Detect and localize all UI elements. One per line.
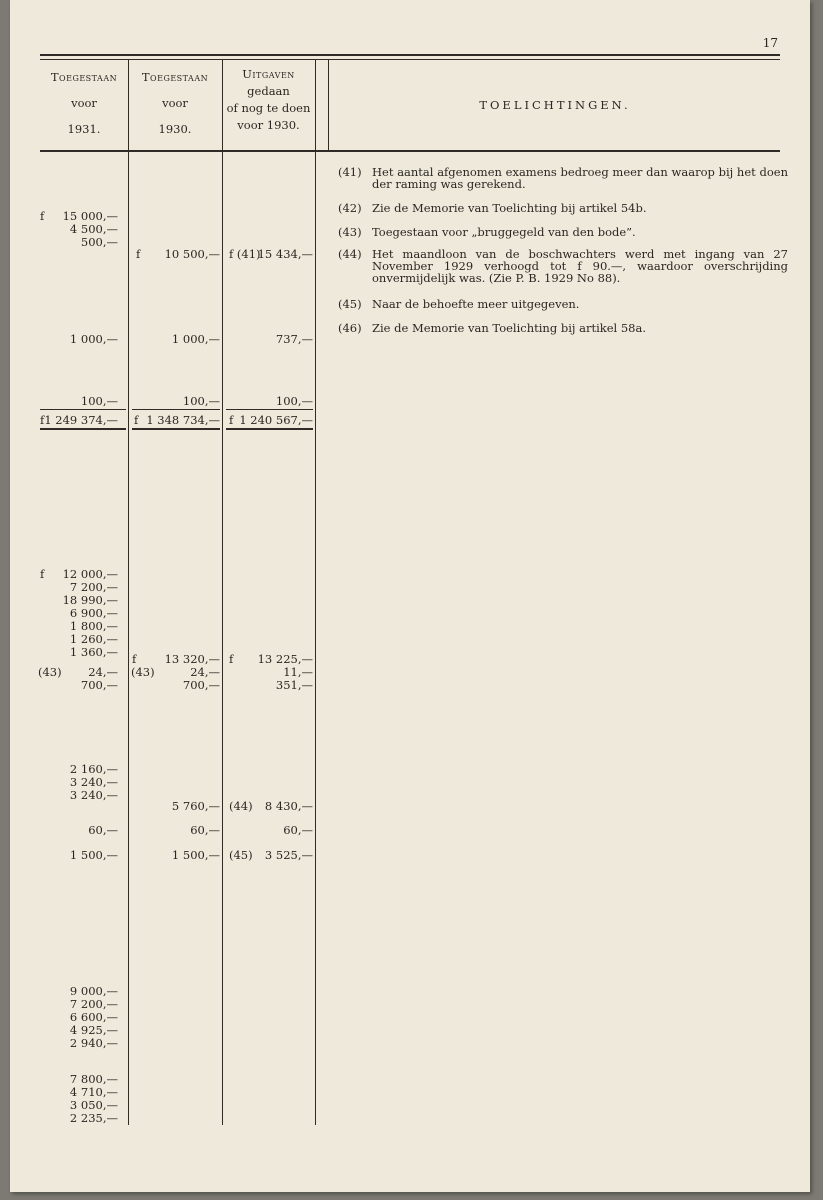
- amount: 15 000,—: [62, 209, 118, 223]
- amount: 60,—: [283, 823, 313, 837]
- amount: 18 990,—: [62, 593, 118, 607]
- currency-symbol: f: [132, 652, 137, 666]
- amount: 100,—: [182, 394, 220, 408]
- header-col3: Uitgaven gedaan of nog te doen voor 1930.: [226, 67, 311, 132]
- column-divider-1: [128, 60, 129, 1125]
- amount: 13 225,—: [257, 652, 313, 666]
- top-rule-thin: [40, 59, 780, 60]
- amount: 4 500,—: [69, 222, 118, 236]
- amount: 500,—: [80, 235, 118, 249]
- amount: 2 160,—: [69, 762, 118, 776]
- note-ref: (45): [229, 848, 253, 862]
- note-ref: (43): [38, 665, 62, 679]
- page-number: 17: [762, 36, 778, 50]
- currency-symbol: f: [40, 413, 45, 427]
- amount: 7 200,—: [69, 997, 118, 1011]
- sum-rule: [40, 409, 126, 410]
- total-1931: 1 249 374,—: [44, 413, 118, 427]
- header-col2: Toegestaan voor 1930.: [141, 70, 209, 136]
- total-rule: [132, 428, 220, 430]
- amount: 24,—: [190, 665, 220, 679]
- note-ref: (44): [229, 799, 253, 813]
- document-page: [10, 0, 810, 1192]
- top-rule: [40, 54, 780, 56]
- sum-rule: [132, 409, 220, 410]
- amount: 4 710,—: [69, 1085, 118, 1099]
- column-divider-2: [222, 60, 223, 1125]
- amount: 12 000,—: [62, 567, 118, 581]
- amount: 100,—: [80, 394, 118, 408]
- amount: 6 900,—: [69, 606, 118, 620]
- amount: 3 525,—: [264, 848, 313, 862]
- note-46: (46) Zie de Memorie van Toelichting bij artikel 58a.: [338, 321, 647, 335]
- amount: 1 260,—: [69, 632, 118, 646]
- currency-symbol: f: [229, 652, 234, 666]
- note-41: (41) Het aantal afgenomen examens bedroeg meer dan waarop bij het doen der raming was gerekend.: [338, 165, 788, 191]
- amount: 15 434,—: [257, 247, 313, 261]
- amount: 60,—: [190, 823, 220, 837]
- amount: 8 430,—: [264, 799, 313, 813]
- amount: 10 500,—: [164, 247, 220, 261]
- column-divider-4: [328, 60, 329, 150]
- amount: 2 235,—: [69, 1111, 118, 1125]
- column-divider-3: [315, 60, 316, 1125]
- total-rule: [40, 428, 126, 430]
- amount: 1 800,—: [69, 619, 118, 633]
- currency-symbol: f: [40, 567, 45, 581]
- total-rule: [226, 428, 313, 430]
- amount: 1 500,—: [171, 848, 220, 862]
- amount: 4 925,—: [69, 1023, 118, 1037]
- amount: 5 760,—: [171, 799, 220, 813]
- amount: 13 320,—: [164, 652, 220, 666]
- amount: 7 200,—: [69, 580, 118, 594]
- amount: 1 000,—: [171, 332, 220, 346]
- currency-note-ref: f (41): [229, 247, 261, 261]
- amount: 9 000,—: [69, 984, 118, 998]
- currency-symbol: f: [229, 413, 234, 427]
- note-45: (45) Naar de behoefte meer uitgegeven.: [338, 297, 580, 311]
- header-rule: [40, 150, 780, 152]
- currency-symbol: f: [136, 247, 141, 261]
- total-uitgaven: 1 240 567,—: [239, 413, 313, 427]
- amount: 24,—: [88, 665, 118, 679]
- amount: 2 940,—: [69, 1036, 118, 1050]
- amount: 100,—: [275, 394, 313, 408]
- amount: 7 800,—: [69, 1072, 118, 1086]
- header-col1: Toegestaan voor 1931.: [50, 70, 118, 136]
- amount: 11,—: [283, 665, 313, 679]
- amount: 3 240,—: [69, 788, 118, 802]
- amount: 351,—: [275, 678, 313, 692]
- note-42: (42) Zie de Memorie van Toelichting bij artikel 54b.: [338, 201, 647, 215]
- note-43: (43) Toegestaan voor „bruggegeld van den bode”.: [338, 225, 636, 239]
- note-ref: (43): [131, 665, 155, 679]
- amount: 737,—: [275, 332, 313, 346]
- total-1930: 1 348 734,—: [146, 413, 220, 427]
- amount: 700,—: [80, 678, 118, 692]
- sum-rule: [226, 409, 313, 410]
- note-44: (44) Het maandloon van de boschwachters werd met ingang van 27 November 1929 verhoogd tot f 90.—, waardoor overschrijding onvermijdelijk was. (Zie P. B. 1929 No 88).: [338, 247, 788, 285]
- currency-symbol: f: [134, 413, 139, 427]
- amount: 3 050,—: [69, 1098, 118, 1112]
- amount: 1 360,—: [69, 645, 118, 659]
- header-toelichtingen: TOELICHTINGEN.: [479, 98, 631, 112]
- amount: 6 600,—: [69, 1010, 118, 1024]
- amount: 700,—: [182, 678, 220, 692]
- currency-symbol: f: [40, 209, 45, 223]
- amount: 60,—: [88, 823, 118, 837]
- amount: 1 000,—: [69, 332, 118, 346]
- amount: 1 500,—: [69, 848, 118, 862]
- amount: 3 240,—: [69, 775, 118, 789]
